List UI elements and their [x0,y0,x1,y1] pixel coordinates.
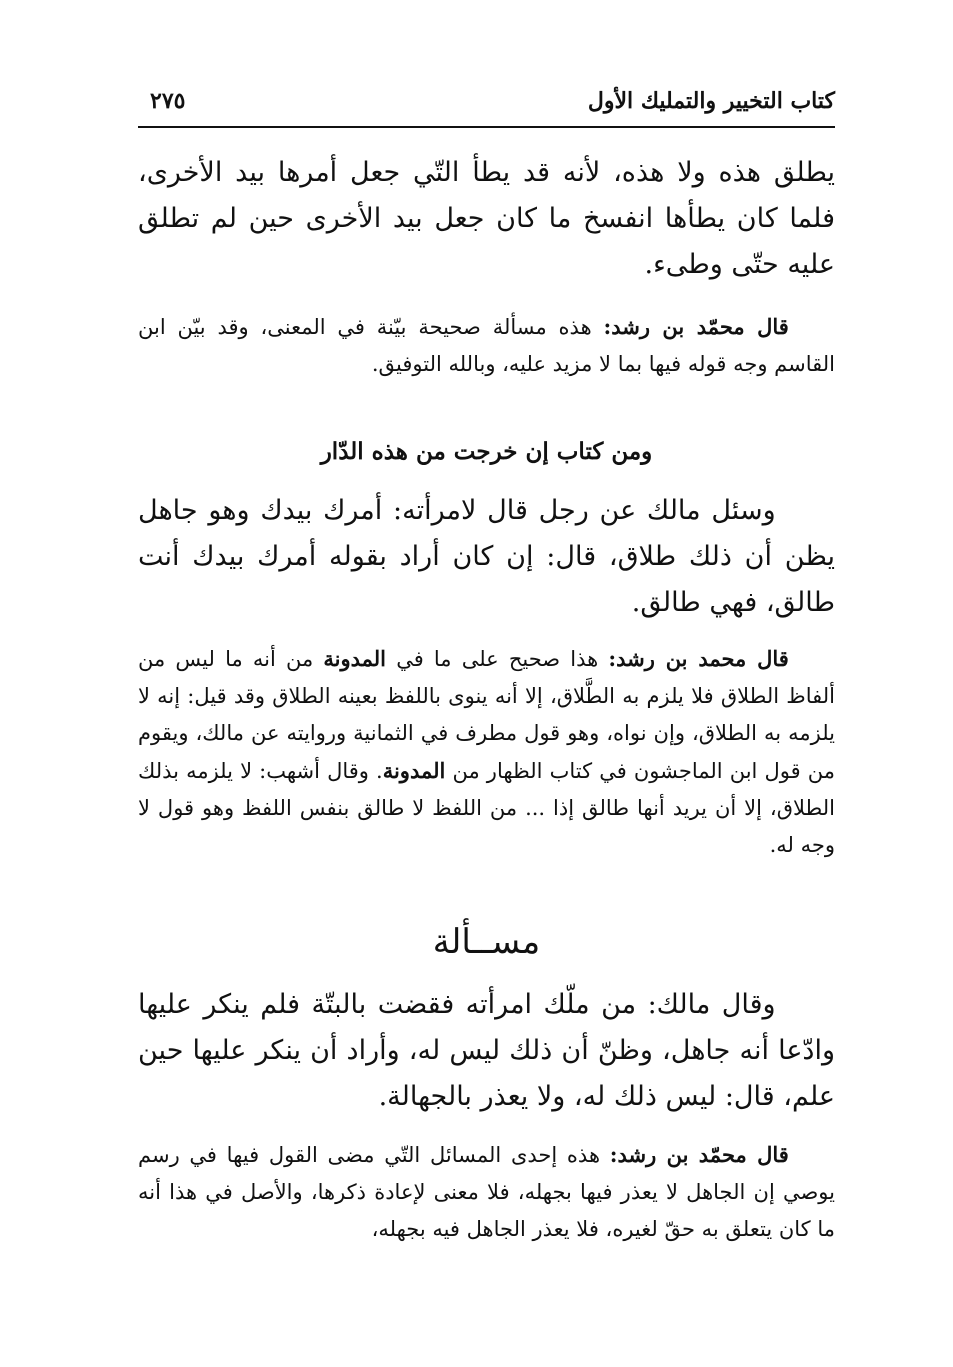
commentary-text: هذا صحيح على ما في [386,647,609,671]
commentary-text: هذه إحدى المسائل التّي مضى القول فيها في رسم يوصي إن الجاهل لا يعذر فيها بجهله، فلا معنى لإعادة ذكرها، والأصل في هذا أنه ما كان يتعلق به حقّ لغيره، فلا يعذر الجاهل فيه بجهله، [138,1143,835,1241]
commentator-name: قال محمد بن رشد: [608,646,789,671]
commentator-name: قال محمّد بن رشد: [603,314,789,339]
commentary-2 [138,640,835,864]
paragraph-text: وقال مالك: من ملّك امرأته فقضت بالبتّة فلم ينكر عليها وادّعا أنه جاهل، وظنّ أن ذلك ليس له، وأراد أن ينكر عليها حين علم، قال: ليس ذلك له، ولا يعذر بالجهالة. [138,989,835,1112]
commentary-text: من أنه ما ليس من ألفاظ الطلاق فلا يلزم به الطَّلاق، إلا أنه ينوى باللفظ بعينه الطلاق وقد قيل: إنه لا يلزمه به الطلاق، وإن نواه، وهو قول مطرف في الثمانية وروايته عن مالك، ويقوم من قول ابن الماجشون في كتاب الظهار من [138,647,835,783]
running-title: كتاب التخيير والتمليك الأول [587,88,835,114]
source-title-mudawwana: المدونة [382,758,446,783]
commentary-text: . وقال أشهب: لا يلزمه بذلك الطلاق، إلا أن يريد أنها طالق إذا ... من اللفظ لا طالق بنفس اللفظ وهو قول لا وجه له. [138,759,835,857]
page-number: ٢٧٥ [150,88,186,114]
commentary-text: هذه مسألة صحيحة بيّنة في المعنى، وقد بيّن ابن القاسم وجه قوله فيها بما لا مزيد عليه، وبالله التوفيق. [138,315,835,376]
paragraph-text: يطلق هذه ولا هذه، لأنه قد يطأ التّي جعل أمرها بيد الأخرى، فلما كان يطأها انفسخ ما كان جعل بيد الأخرى حين لم تطلق عليه حتّى وطىء. [138,157,835,280]
masala-heading: مســألة [432,922,541,962]
commentary-3 [138,1136,835,1248]
commentator-name: قال محمّد بن رشد: [609,1142,789,1167]
paragraph-text: وسئل مالك عن رجل قال لامرأته: أمرك بيدك وهو جاهل يظن أن ذلك طلاق، قال: إن كان أراد بقوله أمرك بيدك أنت طالق، فهي طالق. [138,495,835,618]
source-title-mudawwana: المدونة [323,646,387,671]
section-heading: ومن كتاب إن خرجت من هذه الدّار [320,438,653,465]
paragraph-malik-ruling [138,982,835,1120]
paragraph-malik-question [138,488,835,626]
page-header [138,82,835,128]
paragraph-continuation [138,150,835,288]
commentary-1 [138,308,835,383]
